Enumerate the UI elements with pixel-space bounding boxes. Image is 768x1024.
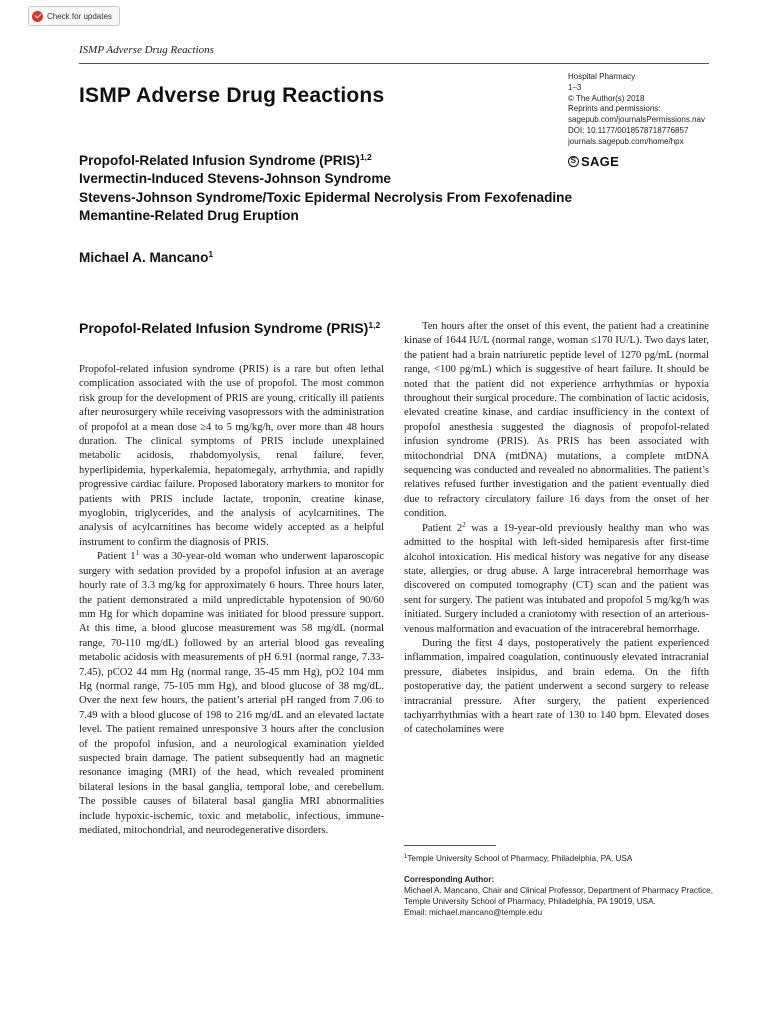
corresponding-author-label: Corresponding Author: bbox=[404, 875, 495, 884]
section-heading: Propofol-Related Infusion Syndrome (PRIS)$^{1,2}$ bbox=[79, 320, 381, 336]
journal-home-link[interactable]: journals.sagepub.com/home/hpx bbox=[568, 136, 684, 146]
footnote-rule bbox=[404, 845, 496, 846]
article-subtitles bbox=[79, 152, 639, 225]
left-column bbox=[79, 363, 384, 838]
author-name: Michael A. Mancano$^1$ bbox=[79, 249, 214, 265]
subtitle: Propofol-Related Infusion Syndrome (PRIS)$^{1,2}$ bbox=[79, 152, 372, 168]
check-updates-label: Check for updates bbox=[47, 11, 112, 21]
footnotes bbox=[404, 853, 714, 918]
check-updates-icon bbox=[32, 11, 43, 22]
check-for-updates-badge[interactable] bbox=[28, 6, 120, 26]
sage-logo-icon: S bbox=[568, 156, 579, 167]
paragraph: Patient $2^2$ was a 19-year-old previously healthy man who was admitted to the hospital with left-sided hemiparesis after first-time alcohol intoxication. His medical history was negative for any disease state, allergies, or drug abuse. A large intracerebral hemorrhage was discovered on computed tomography (CT) scan and the patient was sent for surgery. The patient was intubated and propofol 5 mg/kg/h was initiated. Surgery included a craniotomy with resection of an arterious-venous malformation and evacuation of the intracerebral hemorrhage. bbox=[404, 520, 709, 635]
subtitle: Memantine-Related Drug Eruption bbox=[79, 207, 299, 223]
page-title: ISMP Adverse Drug Reactions bbox=[79, 84, 385, 107]
journal-name: Hospital Pharmacy bbox=[568, 72, 636, 81]
paragraph: Ten hours after the onset of this event, the patient had a creatinine kinase of 1644 IU/L (normal range, woman ≤170 IU/L). Two days later, the patient had a brain natriuretic peptide level of 1270 pg/mL (normal range, <100 pg/mL) which is suggestive of heart failure. It should be noted that the patient did not experience arrhythmias or hypoxia throughout their surgical procedure. The combination of lactic acidosis, elevated creatine kinase, and cardiac insufficiency in the context of propofol anesthesia suggested the diagnosis of propofol-related infusion syndrome (PRIS). As PRIS has been associated with mitochondrial DNA (mtDNA) mutations, a complete mtDNA sequencing was conducted and revealed no abnormalities. The patient’s relatives refused further investigation and the patient eventually died due to refractory circulatory failure 16 days from the onset of her condition. bbox=[404, 321, 709, 520]
author-email[interactable]: Email: michael.mancano@temple.edu bbox=[404, 908, 543, 917]
corresponding-author-details: Michael A. Mancano, Chair and Clinical Professor, Department of Pharmacy Practice, Temple University School of Pharmacy, Philadelphia, PA 19019, USA. bbox=[404, 886, 713, 906]
subtitle: Stevens-Johnson Syndrome/Toxic Epidermal Necrolysis From Fexofenadine bbox=[79, 189, 573, 205]
right-column bbox=[404, 320, 709, 738]
sage-logo-text: SAGE bbox=[581, 154, 620, 169]
permissions-link[interactable]: sagepub.com/journalsPermissions.nav bbox=[568, 115, 705, 125]
running-head: ISMP Adverse Drug Reactions bbox=[79, 44, 214, 56]
journal-info bbox=[568, 72, 738, 148]
header-rule bbox=[79, 63, 709, 64]
page-range: 1–3 bbox=[568, 82, 582, 92]
paragraph: During the first 4 days, postoperatively the patient experienced inflammation, impaired coagulation, continuously elevated intracranial pressure, diabetes insipidus, and brain edema. On the fifth postoperative day, the patient underwent a second surgery to release intracranial pressure. After surgery, the patient experienced tachyarrhythmias with a heart rate of 130 to 140 bpm. Elevated doses of catecholamines were bbox=[404, 637, 709, 736]
reprints-label: Reprints and permissions: bbox=[568, 104, 661, 114]
copyright: © The Author(s) 2018 bbox=[568, 93, 645, 103]
affiliation: $^1$Temple University School of Pharmacy, Philadelphia, PA, USA bbox=[404, 854, 633, 863]
paragraph: Patient $1^1$ was a 30-year-old woman who underwent laparoscopic surgery with sedation provided by a propofol infusion at an average hourly rate of 3.3 mg/kg for approximately 6 hours. Three hours later, the patient demonstrated a mild unpredictable hypotension of 90/60 mm Hg for which dopamine was initiated for blood pressure support. At this time, a blood glucose measurement was 58 mg/dL (normal range, 70-110 mg/dL) followed by an arterial blood gas revealing metabolic acidosis with measurements of pH 6.91 (normal range, 7.33-7.45), pCO2 44 mm Hg (normal range, 35-45 mm Hg), pO2 104 mm Hg (normal range, 75-105 mm Hg), and blood glucose of 38 mg/dL. Over the next few hours, the patient’s arterial pH ranged from 7.06 to 7.49 with a blood glucose of 198 to 216 mg/dL and an elevated lactate level. The patient remained unresponsive 3 hours after the conclusion of the propofol infusion, and a neurological examination yielded suspected brain damage. The patient subsequently had an magnetic resonance imaging (MRI) of the head, which revealed prominent bilateral lesions in the basal ganglia, temporal lobe, and cerebellum. The possible causes of bilateral basal ganglia MRI abnormalities include hypoxic-ischemic, toxic and metabolic, infectious, immune-mediated, mitochondrial, and neurodegenerative disorders. bbox=[79, 549, 384, 836]
subtitle: Ivermectin-Induced Stevens-Johnson Syndrome bbox=[79, 171, 391, 187]
paragraph: Propofol-related infusion syndrome (PRIS) is a rare but often lethal complication associated with the use of propofol. The most common risk group for the development of PRIS are young, critically ill patients after neurosurgery while receiving vasopressors with the administration of propofol at a mean dose ≥4 to 5 mg/kg/h, over more than 48 hours duration. The clinical symptoms of PRIS include unexplained metabolic acidosis, rhabdomyolysis, renal failure, fever, hyperlipidemia, hyperkalemia, hepatomegaly, arrhythmia, and rapidly progressive cardiac failure. Proposed laboratory markers to monitor for patients with PRIS include lactate, troponin, creatine kinase, myoglobin, triglycerides, and the analysis of acylcarnitines. The analysis of acylcarnitines has become widely accepted as a helpful instrument to confirm the diagnosis of PRIS. bbox=[79, 364, 384, 548]
doi[interactable]: DOI: 10.1177/0018578718776857 bbox=[568, 125, 689, 135]
